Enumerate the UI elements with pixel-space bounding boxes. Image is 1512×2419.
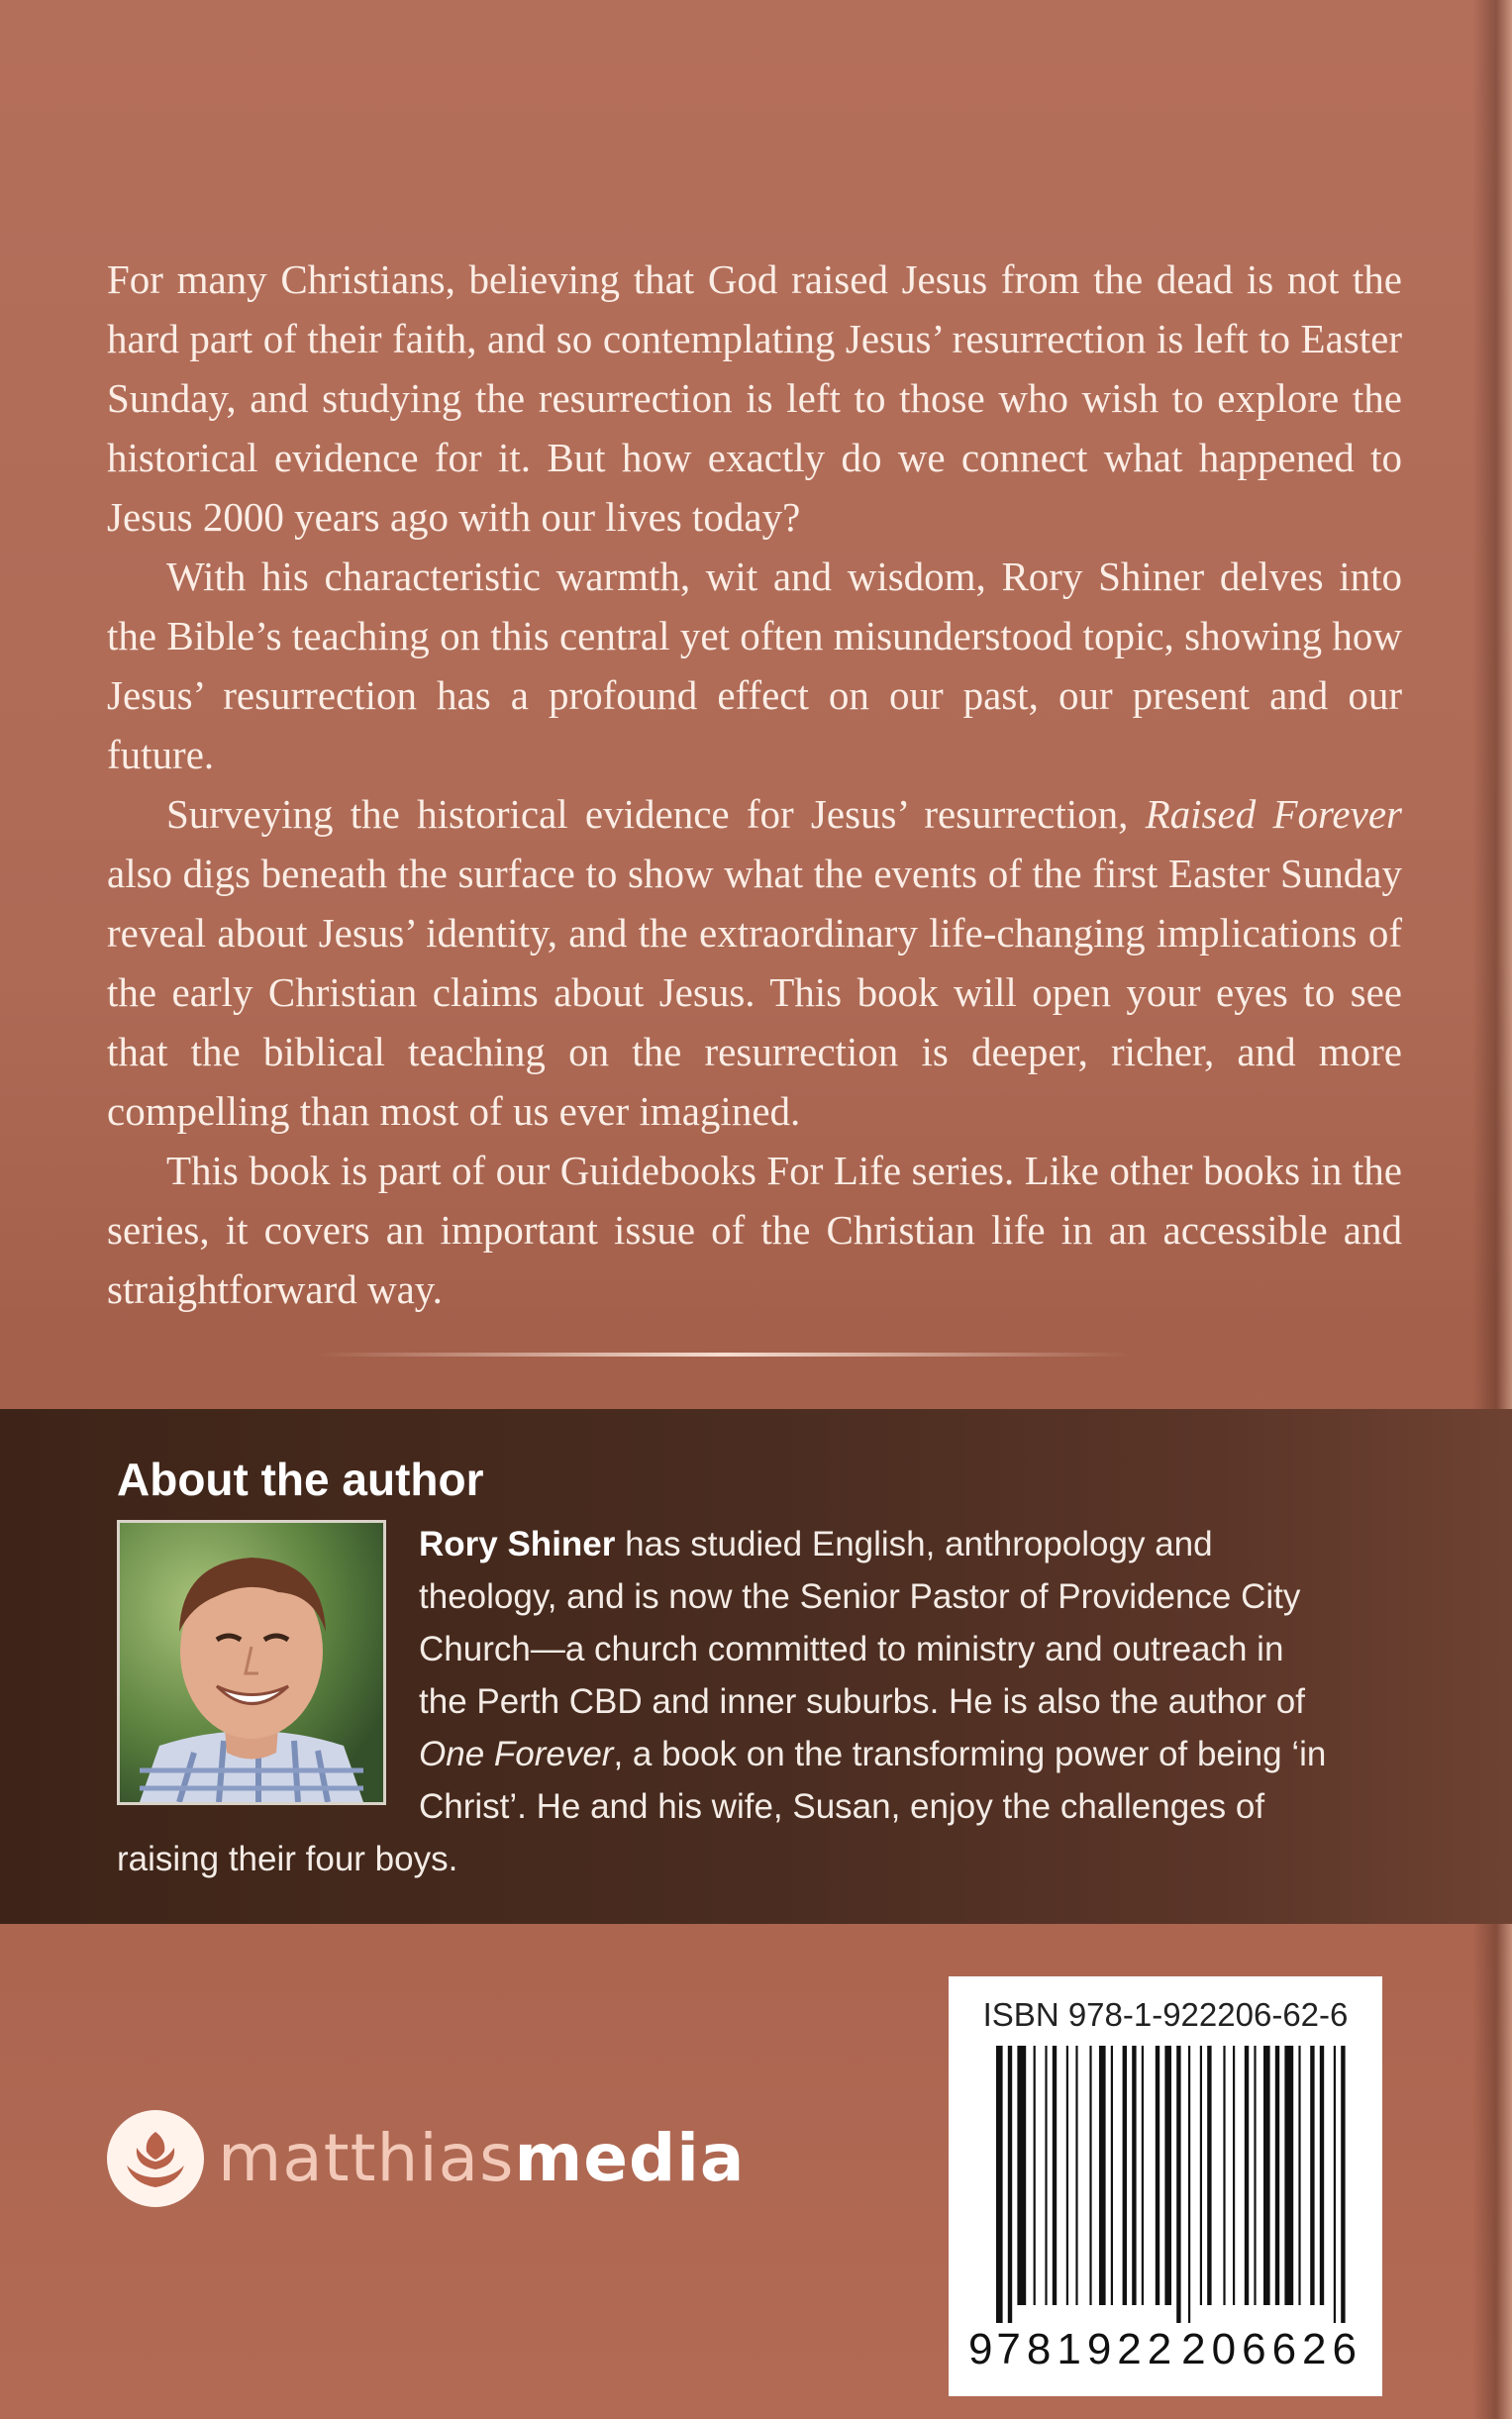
barcode-bar (1298, 2046, 1300, 2305)
author-heading: About the author (117, 1454, 484, 1505)
author-name: Rory Shiner (419, 1525, 616, 1563)
barcode-lead-digit: 9 (968, 2325, 993, 2373)
barcode-bar (1066, 2046, 1068, 2305)
author-other-book: One Forever (419, 1735, 614, 1773)
barcode-bar (1275, 2046, 1279, 2305)
isbn-number: ISBN 978-1-922206-62-6 (982, 1996, 1349, 2033)
blurb-paragraph-3 (107, 784, 1402, 1141)
blurb (107, 250, 1402, 1319)
barcode-bar (1075, 2046, 1077, 2305)
blurb-paragraph-2: With his characteristic warmth, wit and wisdom, Rory Shiner delves into the Bible’s teaching on this central yet often misunderstood topic, showing how Jesus’ resurrection has a profound effect on our past, our present and our future. (107, 554, 1402, 777)
photo-spacer (117, 1518, 419, 1827)
cover-edge (1472, 0, 1512, 2419)
isbn-barcode (949, 1976, 1382, 2396)
blurb-paragraph-4: This book is part of our Guidebooks For Life series. Like other books in the series, it covers an important issue of the Christian life in an accessible and straightforward way. (107, 1148, 1402, 1312)
barcode-bar (996, 2046, 1003, 2323)
barcode-bar (1310, 2046, 1314, 2305)
barcode-right-digits: 206626 (1181, 2325, 1362, 2373)
barcode-bar (1254, 2046, 1256, 2305)
barcode-bar (1207, 2046, 1211, 2305)
barcode-bar (1188, 2046, 1190, 2323)
blurb-p3-end: also digs beneath the surface to show what the events of the first Easter Sunday reveal about Jesus’ identity, and the extraordinary life-changing implications of the early Christian claims about Jesus. This book will open your eyes to see that the biblical teaching on the resurrection is deeper, richer, and more compelling than most of us ever imagined. (107, 851, 1402, 1134)
barcode-bars (968, 2046, 1362, 2323)
matthias-media-logo-icon (107, 2110, 204, 2207)
barcode-digits (949, 2325, 1382, 2374)
publisher-name (218, 2120, 746, 2196)
blurb-paragraph-1: For many Christians, believing that God raised Jesus from the dead is not the hard part of their faith, and so contemplating Jesus’ resurrection is left to Easter Sunday, and studying the resurrection is left to those who wish to explore the historical evidence for it. But how exactly do we connect what happened to Jesus 2000 years ago with our lives today? (107, 256, 1402, 540)
author-bio-part-1: has studied English, anthropology and theology, and is now the Senior Pastor of Providence City Church—a church committed to ministry and outreach in the Perth CBD and inner suburbs. He is also the author of (419, 1525, 1305, 1721)
barcode-bar (1320, 2046, 1324, 2305)
barcode-bar (1164, 2046, 1171, 2305)
barcode-bar (1017, 2046, 1026, 2305)
barcode-bar (1156, 2046, 1159, 2305)
barcode-bar (1245, 2046, 1249, 2305)
barcode-bar (1132, 2046, 1136, 2305)
blurb-p3-start: Surveying the historical evidence for Jesus’ resurrection, (166, 791, 1146, 837)
barcode-bar (1233, 2046, 1235, 2305)
barcode-bar (1111, 2046, 1113, 2305)
barcode-bar (1142, 2046, 1144, 2305)
barcode-bar (1334, 2046, 1336, 2323)
barcode-bar (1034, 2046, 1036, 2305)
publisher-name-light: matthias (218, 2120, 515, 2196)
barcode-bar (1200, 2046, 1202, 2305)
barcode-left-digits: 781922 (996, 2325, 1178, 2373)
barcode-bar (1089, 2046, 1091, 2305)
author-bio-part-2: , a book on the transforming power of being ‘in Christ’. He and his wife, Susan, enjoy the challenges of raising their four boys. (117, 1735, 1327, 1878)
barcode-bar (1176, 2046, 1180, 2323)
barcode-bar (1341, 2046, 1345, 2323)
barcode-bar (1223, 2046, 1225, 2305)
barcode-bar (1008, 2046, 1012, 2323)
publisher-logo (107, 2109, 745, 2208)
barcode-bar (1099, 2046, 1106, 2305)
barcode-bar (1045, 2046, 1047, 2305)
barcode-bar (1123, 2046, 1127, 2305)
barcode-bar (1284, 2046, 1293, 2305)
barcode-bar (1053, 2046, 1057, 2305)
barcode-bar (1263, 2046, 1270, 2305)
author-bio (117, 1518, 1333, 1885)
publisher-name-bold: media (514, 2120, 746, 2196)
book-title: Raised Forever (1145, 791, 1402, 837)
divider-rule (317, 1353, 1129, 1357)
